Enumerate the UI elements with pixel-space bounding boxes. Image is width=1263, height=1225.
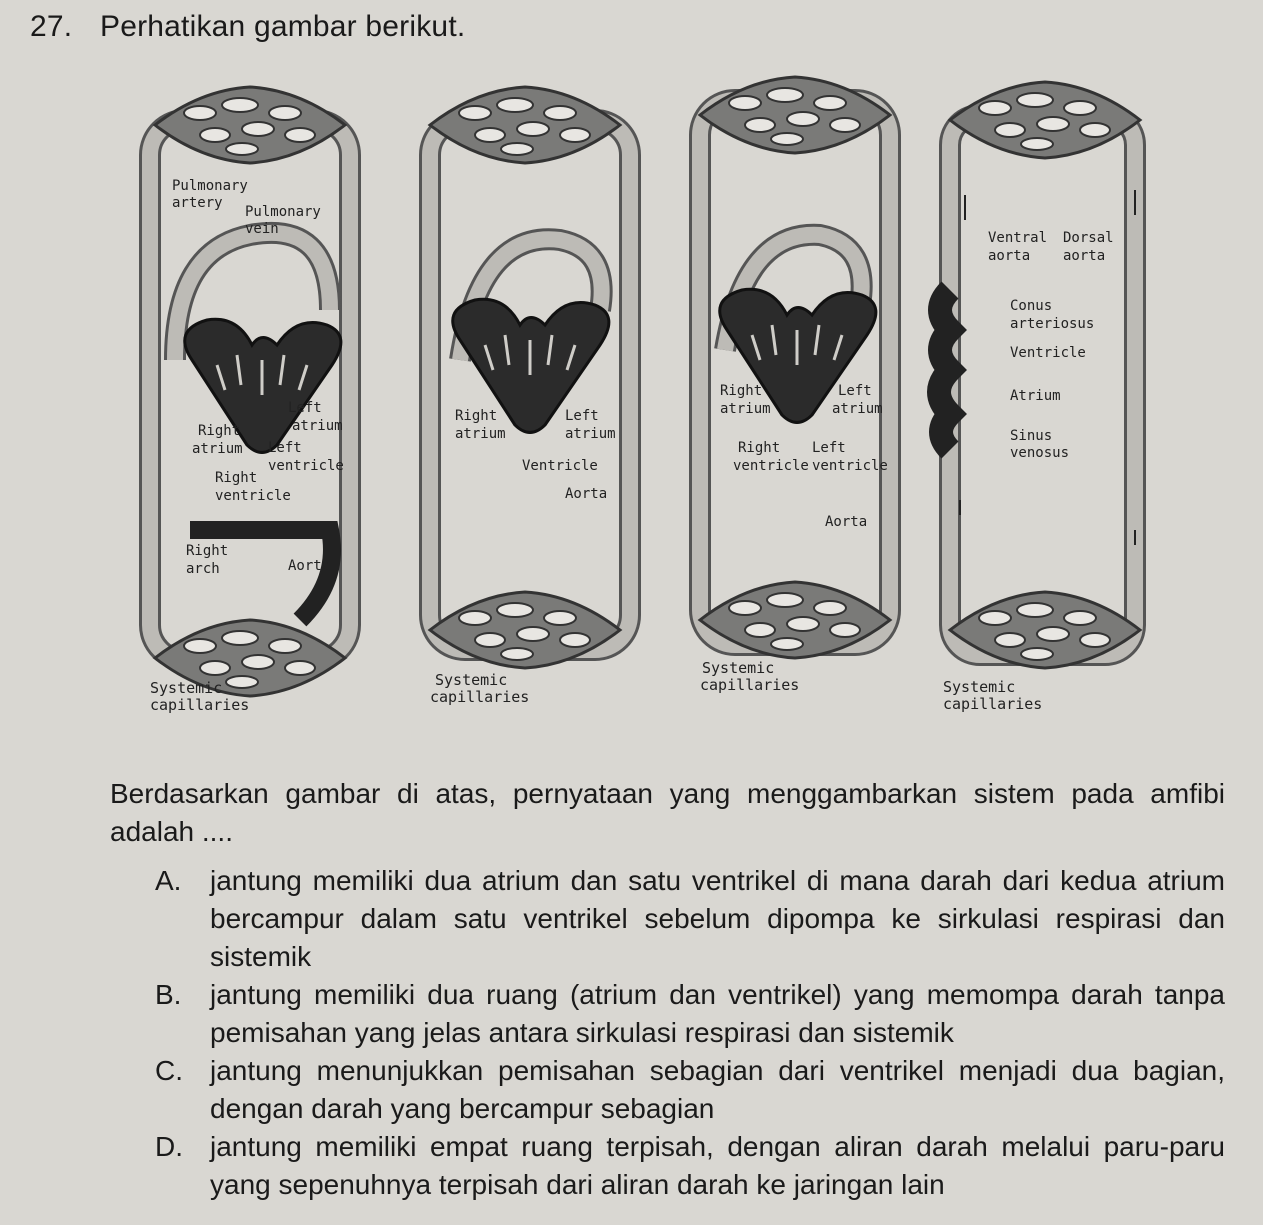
d1-left-ventricle-label-2: ventricle — [268, 458, 344, 474]
option-a[interactable] — [155, 862, 1225, 976]
d3-left-ventricle-label-2: ventricle — [812, 458, 888, 474]
option-b-letter: B. — [155, 979, 182, 1010]
d1-right-ventricle-label-2: ventricle — [215, 488, 291, 504]
d4-ventral-aorta-label: Ventral — [988, 230, 1048, 246]
d2-left-atrium-label-2: atrium — [565, 426, 616, 442]
d2-ventricle-label: Ventricle — [522, 458, 598, 474]
d2-systemic-label: Systemic — [435, 671, 508, 689]
d1-pulmonary-artery-label: Pulmonary — [172, 178, 248, 194]
d4-systemic-label: Systemic — [943, 678, 1016, 696]
d4-capillaries-label: capillaries — [943, 695, 1043, 713]
d1-pulmonary-vein-label: Pulmonary — [245, 204, 321, 220]
d1-systemic-label: Systemic — [150, 679, 223, 697]
d4-atrium-label: Atrium — [1010, 388, 1061, 404]
answer-options — [155, 862, 1225, 1204]
d4-conus-label-2: arteriosus — [1010, 316, 1095, 332]
d3-right-ventricle-label-2: ventricle — [733, 458, 809, 474]
d1-pulmonary-vein-label-2: vein — [245, 221, 279, 237]
d2-aorta-label: Aorta — [565, 486, 608, 502]
option-d[interactable] — [155, 1128, 1225, 1204]
d1-right-atrium-label: Right — [198, 423, 241, 439]
d4-dorsal-aorta-label-2: aorta — [1063, 248, 1106, 264]
diagram-4 — [939, 82, 1140, 668]
option-a-text: jantung memiliki dua atrium dan satu ventrikel di mana darah dari kedua atrium bercampur dalam satu ventrikel sebelum dipompa ke sirkulasi respirasi dan sistemik — [210, 865, 1225, 972]
d3-systemic-label: Systemic — [702, 659, 775, 677]
d1-left-atrium-label: Left — [288, 400, 322, 416]
d1-right-arch-label-2: arch — [186, 561, 220, 577]
option-d-text: jantung memiliki empat ruang terpisah, dengan aliran darah melalui paru-paru yang sepenuhnya terpisah dari aliran darah ke jaringan lain — [210, 1131, 1225, 1200]
d2-right-atrium-label-2: atrium — [455, 426, 506, 442]
d4-conus-label: Conus — [1010, 298, 1053, 314]
d3-capillaries-label: capillaries — [700, 676, 800, 694]
d1-right-ventricle-label: Right — [215, 470, 258, 486]
d4-sinus-label-2: venosus — [1010, 445, 1070, 461]
option-c-letter: C. — [155, 1055, 183, 1086]
d3-aorta-label: Aorta — [825, 514, 868, 530]
diagram-2 — [430, 87, 630, 668]
d3-left-atrium-label-2: atrium — [832, 401, 883, 417]
d2-right-atrium-label: Right — [455, 408, 498, 424]
d2-left-atrium-label: Left — [565, 408, 599, 424]
option-b-text: jantung memiliki dua ruang (atrium dan ventrikel) yang memompa darah tanpa pemisahan yang jelas antara sirkulasi respirasi dan sistemik — [210, 979, 1225, 1048]
d1-capillaries-label: capillaries — [150, 696, 250, 714]
d3-right-atrium-label: Right — [720, 383, 763, 399]
d3-left-ventricle-label: Left — [812, 440, 846, 456]
d1-aorta-label: Aorta — [288, 558, 331, 574]
option-a-letter: A. — [155, 865, 182, 896]
circulatory-systems-figure — [0, 60, 1263, 720]
question-number: 27. — [30, 10, 73, 43]
option-c-text: jantung menunjukkan pemisahan sebagian dari ventrikel menjadi dua bagian, dengan darah yang bercampur sebagian — [210, 1055, 1225, 1124]
d4-dorsal-aorta-label: Dorsal — [1063, 230, 1114, 246]
d3-right-atrium-label-2: atrium — [720, 401, 771, 417]
d3-left-atrium-label: Left — [838, 383, 872, 399]
d1-right-arch-label: Right — [186, 543, 229, 559]
question-intro: Perhatikan gambar berikut. — [100, 10, 466, 43]
option-c[interactable] — [155, 1052, 1225, 1128]
d1-left-atrium-label-2: atrium — [292, 418, 343, 434]
option-b[interactable] — [155, 976, 1225, 1052]
d3-right-ventricle-label: Right — [738, 440, 781, 456]
d1-left-ventricle-label: Left — [268, 440, 302, 456]
option-d-letter: D. — [155, 1131, 183, 1162]
d2-capillaries-label: capillaries — [430, 688, 530, 706]
d4-ventral-aorta-label-2: aorta — [988, 248, 1031, 264]
diagram-3 — [700, 77, 890, 658]
question-header — [30, 10, 465, 44]
d4-ventricle-label: Ventricle — [1010, 345, 1086, 361]
d4-sinus-label: Sinus — [1010, 428, 1053, 444]
d1-right-atrium-label-2: atrium — [192, 441, 243, 457]
d1-pulmonary-artery-label-2: artery — [172, 195, 223, 211]
question-stem: Berdasarkan gambar di atas, pernyataan yang menggambarkan sistem pada amfibi adalah .... — [110, 778, 1225, 847]
